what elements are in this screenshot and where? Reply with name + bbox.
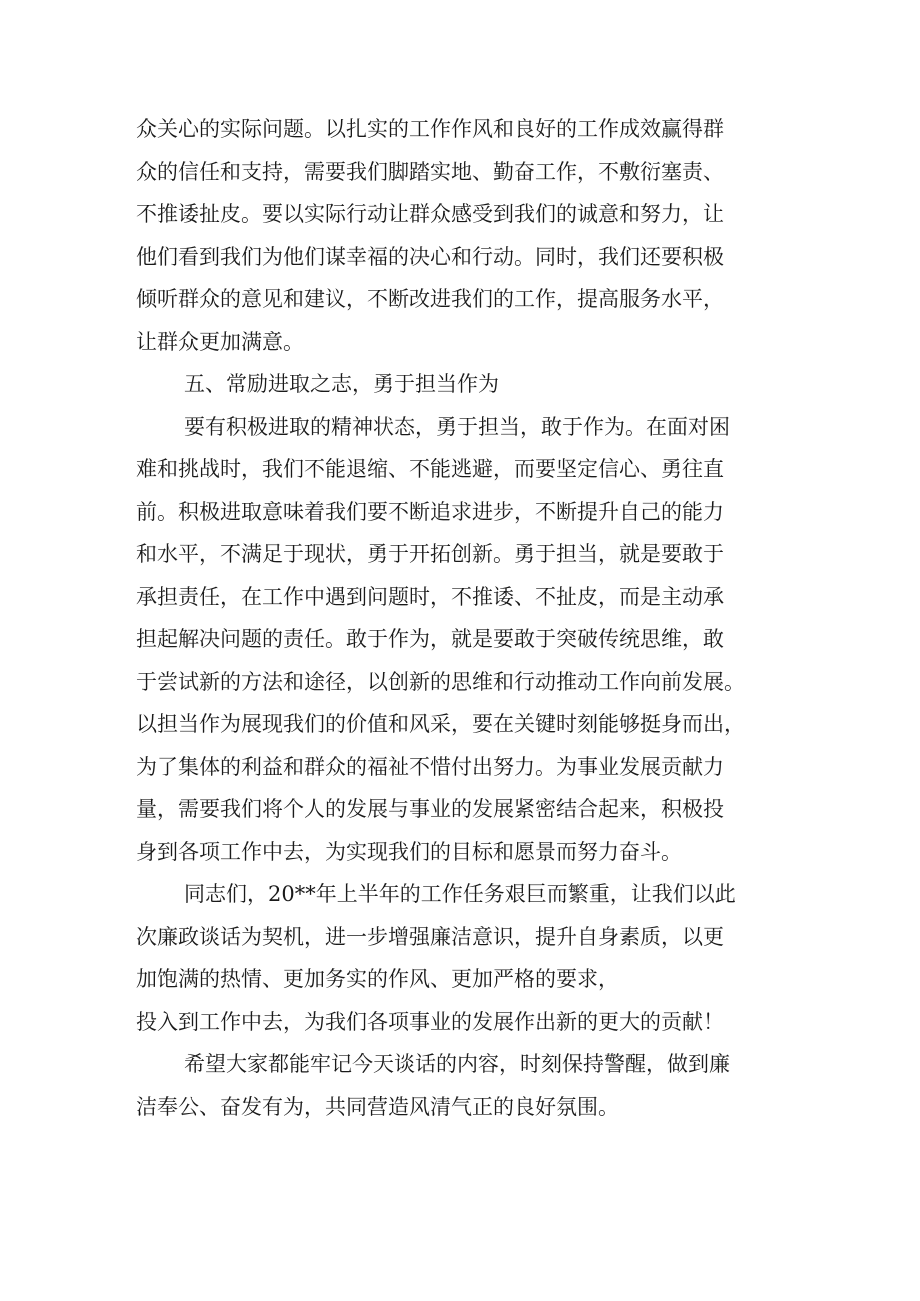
text-line: 承担责任，在工作中遇到问题时，不推诿、不扯皮，而是主动承 bbox=[136, 584, 724, 609]
text-line: 和水平，不满足于现状，勇于开拓创新。勇于担当，就是要敢于 bbox=[136, 542, 724, 566]
text-line: 同志们，20**年上半年的工作任务艰巨而繁重，让我们以此 bbox=[184, 882, 736, 906]
paragraph-3 bbox=[136, 873, 796, 1043]
text-line: 加饱满的热情、更加务实的作风、更加严格的要求， bbox=[136, 967, 619, 991]
text-line: 倾听群众的意见和建议，不断改进我们的工作，提高服务水平， bbox=[136, 287, 724, 311]
text-line: 要有积极进取的精神状态，勇于担当，敢于作为。在面对困 bbox=[184, 414, 730, 439]
text-line: 众关心的实际问题。以扎实的工作作风和良好的工作成效赢得群 bbox=[136, 117, 724, 141]
paragraph-1 bbox=[136, 108, 796, 363]
text-line: 前。积极进取意味着我们要不断追求进步，不断提升自己的能力 bbox=[136, 499, 724, 524]
text-line: 投入到工作中去，为我们各项事业的发展作出新的更大的贡献！ bbox=[136, 1009, 724, 1034]
text-line: 量，需要我们将个人的发展与事业的发展紧密结合起来，积极投 bbox=[136, 797, 724, 821]
section-heading bbox=[136, 363, 796, 406]
text-line: 难和挑战时，我们不能退缩、不能逃避，而要坚定信心、勇往直 bbox=[136, 457, 724, 481]
text-line: 希望大家都能牢记今天谈话的内容，时刻保持警醒，做到廉 bbox=[184, 1052, 730, 1076]
paragraph-4 bbox=[136, 1043, 796, 1128]
text-line: 以担当作为展现我们的价值和风采，要在关键时刻能够挺身而出， bbox=[136, 712, 745, 736]
document-body bbox=[136, 108, 796, 1128]
text-line: 让群众更加满意。 bbox=[136, 329, 304, 354]
text-line: 他们看到我们为他们谋幸福的决心和行动。同时，我们还要积极 bbox=[136, 244, 724, 269]
text-line: 身到各项工作中去，为实现我们的目标和愿景而努力奋斗。 bbox=[136, 839, 682, 864]
paragraph-2 bbox=[136, 406, 796, 874]
text-line: 不推诿扯皮。要以实际行动让群众感受到我们的诚意和努力，让 bbox=[136, 202, 724, 226]
text-line: 次廉政谈话为契机，进一步增强廉洁意识，提升自身素质，以更 bbox=[136, 924, 724, 949]
text-line: 于尝试新的方法和途径，以创新的思维和行动推动工作向前发展。 bbox=[136, 669, 745, 694]
section-heading-text: 五、常励进取之志，勇于担当作为 bbox=[184, 372, 499, 396]
text-line: 为了集体的利益和群众的福祉不惜付出努力。为事业发展贡献力 bbox=[136, 754, 724, 779]
text-line: 担起解决问题的责任。敢于作为，就是要敢于突破传统思维，敢 bbox=[136, 627, 724, 651]
text-line: 洁奉公、奋发有为，共同营造风清气正的良好氛围。 bbox=[136, 1094, 619, 1119]
text-line: 众的信任和支持，需要我们脚踏实地、勤奋工作，不敷衍塞责、 bbox=[136, 159, 724, 184]
